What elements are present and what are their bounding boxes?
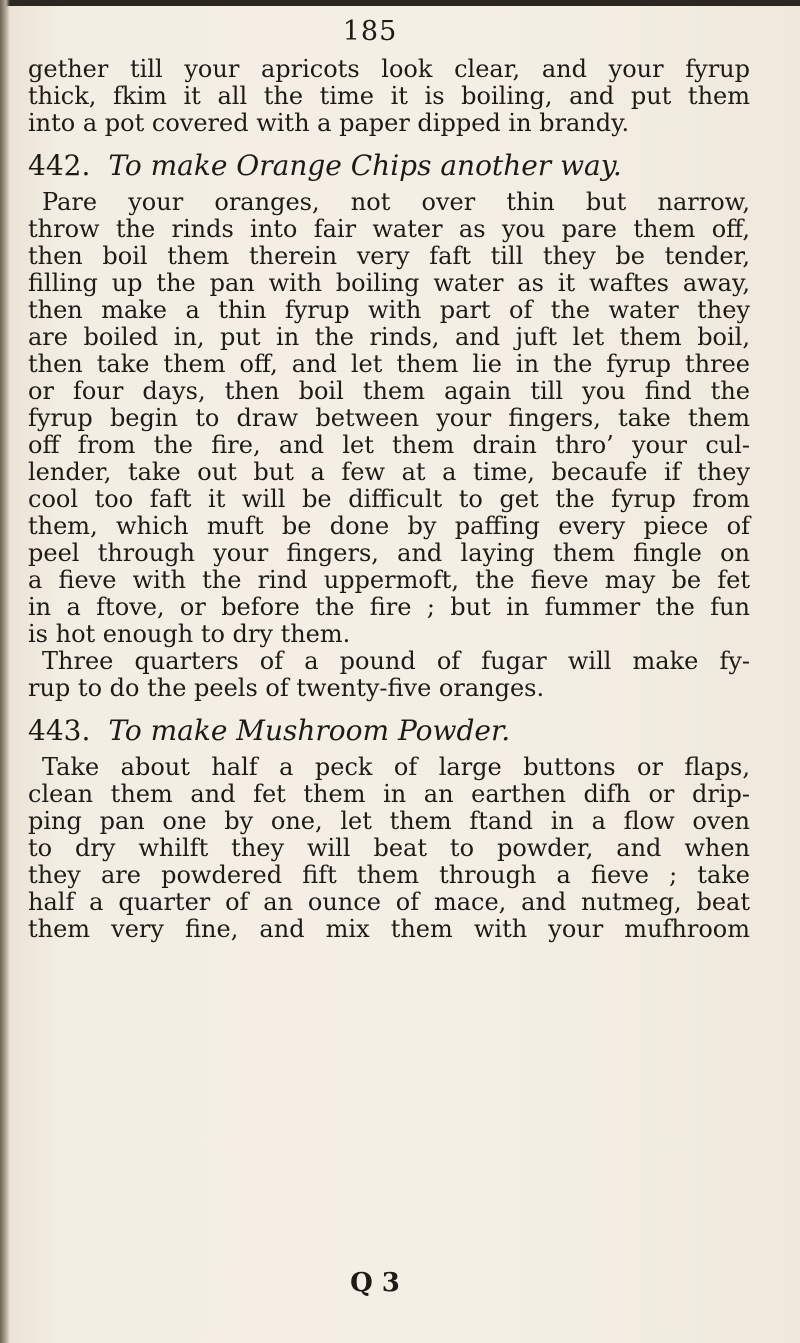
text-line: clean them and fet them in an earthen difh or drip-	[28, 780, 750, 808]
page-top-edge	[0, 0, 800, 6]
recipe-443-heading	[28, 714, 750, 748]
page-binding-edge	[0, 0, 10, 1343]
text-line: a fieve with the rind uppermoft, the fieve may be fet	[28, 566, 750, 594]
text-line: filling up the pan with boiling water as it waftes away,	[28, 269, 750, 297]
recipe-442-heading	[28, 149, 750, 183]
text-line: ping pan one by one, let them ftand in a flow oven	[28, 807, 750, 835]
intro-line: gether till your apricots look clear, and your fyrup	[28, 55, 750, 83]
text-line: them, which muft be done by paffing every piece of	[28, 512, 750, 540]
recipe-number: 443.	[28, 714, 91, 747]
text-line: Take about half a peck of large buttons or flaps,	[42, 753, 750, 781]
page-body	[28, 56, 750, 943]
text-line: rup to do the peels of twenty-five oranges.	[28, 674, 545, 702]
text-line: are boiled in, put in the rinds, and juft let them boil,	[28, 323, 750, 351]
text-line: Three quarters of a pound of fugar will make fy-	[42, 647, 750, 675]
text-line: is hot enough to dry them.	[28, 620, 351, 648]
text-line: half a quarter of an ounce of mace, and nutmeg, beat	[28, 888, 750, 916]
text-line: or four days, then boil them again till you find the	[28, 377, 750, 405]
text-line: Pare your oranges, not over thin but narrow,	[42, 188, 750, 216]
intro-line: into a pot covered with a paper dipped in brandy.	[28, 109, 630, 137]
recipe-title: To make Orange Chips another way.	[108, 149, 622, 182]
recipe-443-body	[28, 754, 750, 943]
recipe-title: To make Mushroom Powder.	[108, 714, 511, 747]
text-line: throw the rinds into fair water as you pare them off,	[28, 215, 750, 243]
text-line: them very fine, and mix them with your mufhroom	[28, 915, 750, 943]
text-line: then boil them therein very faft till they be tender,	[28, 242, 750, 270]
signature-mark: Q 3	[350, 1268, 400, 1298]
text-line: in a ftove, or before the fire ; but in fummer the fun	[28, 593, 750, 621]
text-line: they are powdered fift them through a fieve ; take	[28, 861, 750, 889]
recipe-442-body	[28, 189, 750, 702]
text-line: lender, take out but a few at a time, becaufe if they	[28, 458, 750, 486]
text-line: fyrup begin to draw between your fingers, take them	[28, 404, 750, 432]
text-line: cool too faft it will be difficult to get the fyrup from	[28, 485, 750, 513]
text-line: then take them off, and let them lie in the fyrup three	[28, 350, 750, 378]
text-line: off from the fire, and let them drain thro’ your cul-	[28, 431, 750, 459]
text-line: then make a thin fyrup with part of the water they	[28, 296, 750, 324]
intro-line: thick, fkim it all the time it is boiling, and put them	[28, 82, 750, 110]
recipe-number: 442.	[28, 149, 91, 182]
text-line: to dry whilft they will beat to powder, and when	[28, 834, 750, 862]
text-line: peel through your fingers, and laying them fingle on	[28, 539, 750, 567]
page-number: 185	[342, 16, 398, 47]
